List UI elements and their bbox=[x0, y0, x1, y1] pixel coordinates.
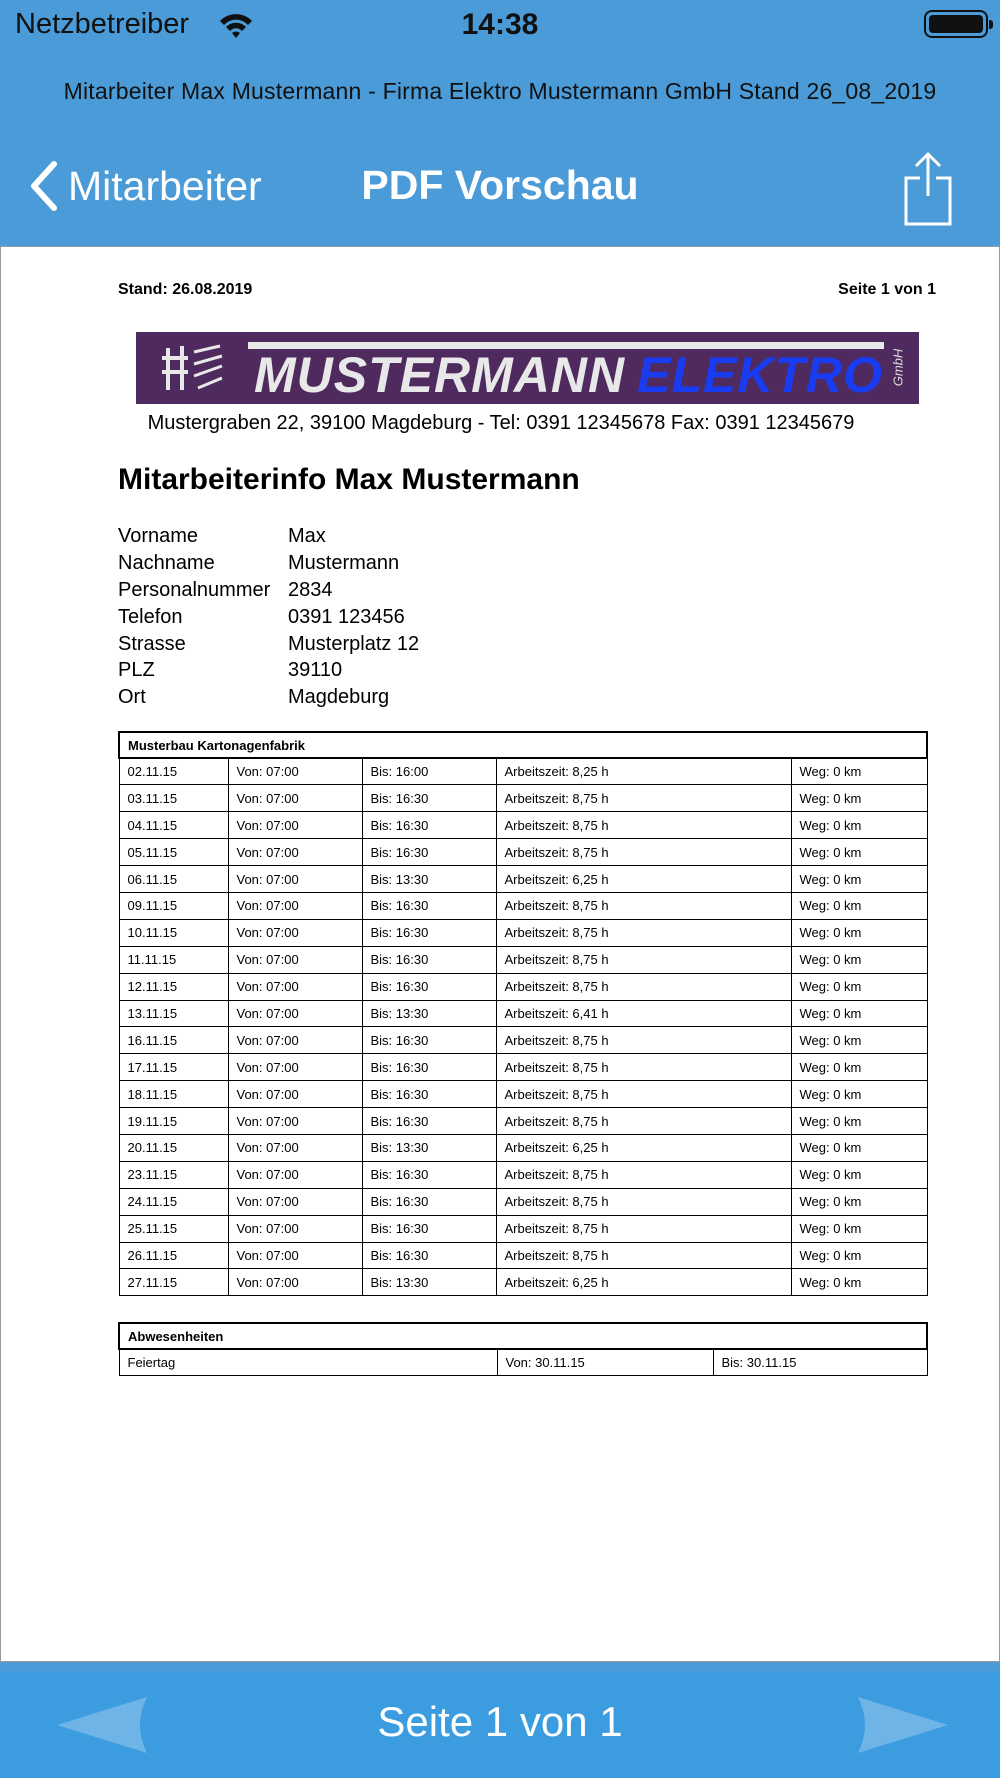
table-cell: 13.11.15 bbox=[119, 1000, 228, 1027]
work-table-title: Musterbau Kartonagenfabrik bbox=[119, 732, 927, 758]
work-table-row bbox=[119, 1081, 927, 1108]
table-cell: Arbeitszeit: 8,75 h bbox=[496, 812, 791, 839]
table-cell: Arbeitszeit: 8,75 h bbox=[496, 785, 791, 812]
table-cell: 04.11.15 bbox=[119, 812, 228, 839]
table-cell: Von: 07:00 bbox=[228, 1000, 362, 1027]
info-row: Nachname Mustermann bbox=[118, 551, 400, 574]
work-table-row bbox=[119, 1000, 927, 1027]
work-hours-table bbox=[118, 731, 928, 1296]
work-table-row bbox=[119, 1054, 927, 1081]
info-row: Personalnummer 2834 bbox=[118, 578, 333, 601]
navigation-bar bbox=[0, 140, 1000, 235]
table-cell: Von: 07:00 bbox=[228, 919, 362, 946]
table-cell: Arbeitszeit: 6,25 h bbox=[496, 1269, 791, 1296]
info-row: PLZ 39110 bbox=[118, 659, 343, 682]
table-cell: Von: 07:00 bbox=[228, 758, 362, 785]
next-page-arrow-icon bbox=[850, 1693, 950, 1757]
table-cell: Bis: 16:30 bbox=[362, 946, 496, 973]
table-cell: Weg: 0 km bbox=[791, 1000, 927, 1027]
employee-info-list bbox=[118, 525, 419, 713]
table-cell: Arbeitszeit: 8,25 h bbox=[496, 758, 791, 785]
work-table-row bbox=[119, 973, 927, 1000]
table-cell: Arbeitszeit: 8,75 h bbox=[496, 1054, 791, 1081]
table-cell: Bis: 16:30 bbox=[362, 1161, 496, 1188]
table-cell: Weg: 0 km bbox=[791, 1269, 927, 1296]
table-cell: Arbeitszeit: 6,25 h bbox=[496, 866, 791, 893]
table-cell: Bis: 16:30 bbox=[362, 1215, 496, 1242]
absence-table-title: Abwesenheiten bbox=[119, 1323, 927, 1349]
page-indicator: Seite 1 von 1 bbox=[377, 1698, 623, 1745]
table-cell: Bis: 30.11.15 bbox=[713, 1349, 927, 1376]
table-cell: 06.11.15 bbox=[119, 866, 228, 893]
document-subtitle: Mitarbeiter Max Mustermann - Firma Elektro Mustermann GmbH Stand 26_08_2019 bbox=[63, 78, 937, 104]
table-cell: Von: 07:00 bbox=[228, 973, 362, 1000]
table-cell: Arbeitszeit: 8,75 h bbox=[496, 1081, 791, 1108]
table-cell: Weg: 0 km bbox=[791, 919, 927, 946]
work-table-row bbox=[119, 1242, 927, 1269]
table-cell: Arbeitszeit: 6,25 h bbox=[496, 1134, 791, 1161]
table-cell: Bis: 16:30 bbox=[362, 1242, 496, 1269]
table-cell: Arbeitszeit: 8,75 h bbox=[496, 1242, 791, 1269]
table-cell: Arbeitszeit: 8,75 h bbox=[496, 1188, 791, 1215]
table-cell: Weg: 0 km bbox=[791, 1054, 927, 1081]
page-title: PDF Vorschau bbox=[361, 162, 639, 208]
table-cell: Bis: 16:30 bbox=[362, 1054, 496, 1081]
info-row: Vorname Max bbox=[118, 525, 326, 547]
table-cell: Weg: 0 km bbox=[791, 946, 927, 973]
pdf-page-number: Seite 1 von 1 bbox=[838, 281, 936, 298]
work-table-row bbox=[119, 812, 927, 839]
info-row: Strasse Musterplatz 12 bbox=[118, 632, 420, 655]
table-cell: Bis: 16:30 bbox=[362, 785, 496, 812]
table-cell: 03.11.15 bbox=[119, 785, 228, 812]
info-row: Telefon 0391 123456 bbox=[118, 605, 405, 628]
table-cell: Bis: 16:30 bbox=[362, 1188, 496, 1215]
table-cell: Weg: 0 km bbox=[791, 866, 927, 893]
work-table-row bbox=[119, 785, 927, 812]
table-cell: Arbeitszeit: 8,75 h bbox=[496, 919, 791, 946]
table-cell: Von: 07:00 bbox=[228, 1027, 362, 1054]
table-cell: Von: 07:00 bbox=[228, 1161, 362, 1188]
next-page-button[interactable] bbox=[850, 1693, 950, 1762]
info-row: Ort Magdeburg bbox=[118, 686, 390, 709]
table-cell: Arbeitszeit: 8,75 h bbox=[496, 1108, 791, 1135]
table-cell: Bis: 16:30 bbox=[362, 839, 496, 866]
table-cell: Weg: 0 km bbox=[791, 1081, 927, 1108]
clock: 14:38 bbox=[461, 8, 539, 41]
power-line-icon bbox=[158, 342, 228, 394]
table-cell: Weg: 0 km bbox=[791, 892, 927, 919]
table-cell: Bis: 13:30 bbox=[362, 866, 496, 893]
pdf-page-header bbox=[118, 281, 936, 299]
table-cell: Arbeitszeit: 8,75 h bbox=[496, 973, 791, 1000]
table-cell: Bis: 16:30 bbox=[362, 1108, 496, 1135]
work-table-row bbox=[119, 1215, 927, 1242]
table-cell: Von: 07:00 bbox=[228, 839, 362, 866]
stand-date: Stand: 26.08.2019 bbox=[118, 281, 253, 298]
absences-table bbox=[118, 1322, 928, 1376]
carrier-label: Netzbetreiber bbox=[15, 8, 190, 40]
work-table-row bbox=[119, 919, 927, 946]
table-cell: Bis: 13:30 bbox=[362, 1134, 496, 1161]
table-cell: Bis: 16:30 bbox=[362, 892, 496, 919]
table-cell: 20.11.15 bbox=[119, 1134, 228, 1161]
table-cell: 12.11.15 bbox=[119, 973, 228, 1000]
table-cell: Von: 07:00 bbox=[228, 1269, 362, 1296]
table-cell: Bis: 16:30 bbox=[362, 1081, 496, 1108]
table-cell: Arbeitszeit: 8,75 h bbox=[496, 1161, 791, 1188]
table-cell: Von: 07:00 bbox=[228, 812, 362, 839]
table-cell: Weg: 0 km bbox=[791, 1134, 927, 1161]
table-cell: 24.11.15 bbox=[119, 1188, 228, 1215]
table-cell: Von: 07:00 bbox=[228, 892, 362, 919]
table-cell: 05.11.15 bbox=[119, 839, 228, 866]
battery-icon bbox=[924, 10, 988, 38]
table-cell: 26.11.15 bbox=[119, 1242, 228, 1269]
table-cell: Weg: 0 km bbox=[791, 1027, 927, 1054]
table-cell: 18.11.15 bbox=[119, 1081, 228, 1108]
table-cell: Von: 07:00 bbox=[228, 1054, 362, 1081]
status-bar bbox=[0, 0, 1000, 52]
back-button-label: Mitarbeiter bbox=[68, 162, 262, 209]
table-cell: Arbeitszeit: 8,75 h bbox=[496, 1215, 791, 1242]
page-toolbar bbox=[0, 1672, 1000, 1778]
work-table-row bbox=[119, 758, 927, 785]
work-table-row bbox=[119, 1134, 927, 1161]
employee-info-title: Mitarbeiterinfo Max Mustermann bbox=[118, 463, 580, 496]
table-cell: Weg: 0 km bbox=[791, 812, 927, 839]
table-cell: 10.11.15 bbox=[119, 919, 228, 946]
table-cell: Bis: 16:30 bbox=[362, 812, 496, 839]
table-cell: Weg: 0 km bbox=[791, 1188, 927, 1215]
table-cell: 19.11.15 bbox=[119, 1108, 228, 1135]
table-cell: Weg: 0 km bbox=[791, 1242, 927, 1269]
table-cell: Von: 07:00 bbox=[228, 1215, 362, 1242]
pdf-preview-page bbox=[0, 246, 1000, 1662]
table-cell: Arbeitszeit: 6,41 h bbox=[496, 1000, 791, 1027]
share-icon bbox=[900, 148, 956, 228]
work-table-row bbox=[119, 839, 927, 866]
table-cell: Von: 07:00 bbox=[228, 1188, 362, 1215]
table-cell: 23.11.15 bbox=[119, 1161, 228, 1188]
work-table-row bbox=[119, 1161, 927, 1188]
table-cell: 16.11.15 bbox=[119, 1027, 228, 1054]
work-table-row bbox=[119, 1188, 927, 1215]
table-cell: Von: 07:00 bbox=[228, 1108, 362, 1135]
table-cell: Von: 07:00 bbox=[228, 1134, 362, 1161]
work-table-row bbox=[119, 1269, 927, 1296]
logo-gmbh: GmbH bbox=[890, 348, 906, 387]
logo-word-elektro: ELEKTRO bbox=[637, 347, 883, 403]
table-cell: Weg: 0 km bbox=[791, 839, 927, 866]
table-cell: Weg: 0 km bbox=[791, 758, 927, 785]
company-address: Mustergraben 22, 39100 Magdeburg - Tel: 0391 12345678 Fax: 0391 12345679 bbox=[147, 412, 855, 434]
table-cell: Bis: 13:30 bbox=[362, 1269, 496, 1296]
table-cell: Weg: 0 km bbox=[791, 1161, 927, 1188]
table-cell: Weg: 0 km bbox=[791, 785, 927, 812]
table-cell: Bis: 13:30 bbox=[362, 1000, 496, 1027]
table-cell: Arbeitszeit: 8,75 h bbox=[496, 892, 791, 919]
table-cell: Arbeitszeit: 8,75 h bbox=[496, 1027, 791, 1054]
table-cell: Von: 07:00 bbox=[228, 785, 362, 812]
table-cell: Von: 07:00 bbox=[228, 1081, 362, 1108]
work-table-row bbox=[119, 1108, 927, 1135]
table-cell: Von: 07:00 bbox=[228, 866, 362, 893]
table-cell: Feiertag bbox=[119, 1349, 497, 1376]
table-cell: Von: 07:00 bbox=[228, 1242, 362, 1269]
table-cell: Arbeitszeit: 8,75 h bbox=[496, 946, 791, 973]
table-cell: Arbeitszeit: 8,75 h bbox=[496, 839, 791, 866]
work-table-row bbox=[119, 946, 927, 973]
table-cell: 27.11.15 bbox=[119, 1269, 228, 1296]
table-cell: Weg: 0 km bbox=[791, 1108, 927, 1135]
work-table-row bbox=[119, 1027, 927, 1054]
logo-word-mustermann: MUSTERMANN bbox=[254, 347, 626, 403]
table-cell: Weg: 0 km bbox=[791, 973, 927, 1000]
table-cell: 11.11.15 bbox=[119, 946, 228, 973]
table-cell: Bis: 16:30 bbox=[362, 1027, 496, 1054]
share-button[interactable] bbox=[900, 148, 956, 228]
absence-table-row bbox=[119, 1349, 927, 1376]
table-cell: 09.11.15 bbox=[119, 892, 228, 919]
work-table-row bbox=[119, 892, 927, 919]
table-cell: 02.11.15 bbox=[119, 758, 228, 785]
table-cell: Bis: 16:30 bbox=[362, 919, 496, 946]
table-cell: 25.11.15 bbox=[119, 1215, 228, 1242]
table-cell: Von: 30.11.15 bbox=[497, 1349, 713, 1376]
work-table-row bbox=[119, 866, 927, 893]
table-cell: Bis: 16:00 bbox=[362, 758, 496, 785]
company-logo bbox=[136, 332, 919, 404]
table-cell: 17.11.15 bbox=[119, 1054, 228, 1081]
table-cell: Weg: 0 km bbox=[791, 1215, 927, 1242]
table-cell: Bis: 16:30 bbox=[362, 973, 496, 1000]
table-cell: Von: 07:00 bbox=[228, 946, 362, 973]
